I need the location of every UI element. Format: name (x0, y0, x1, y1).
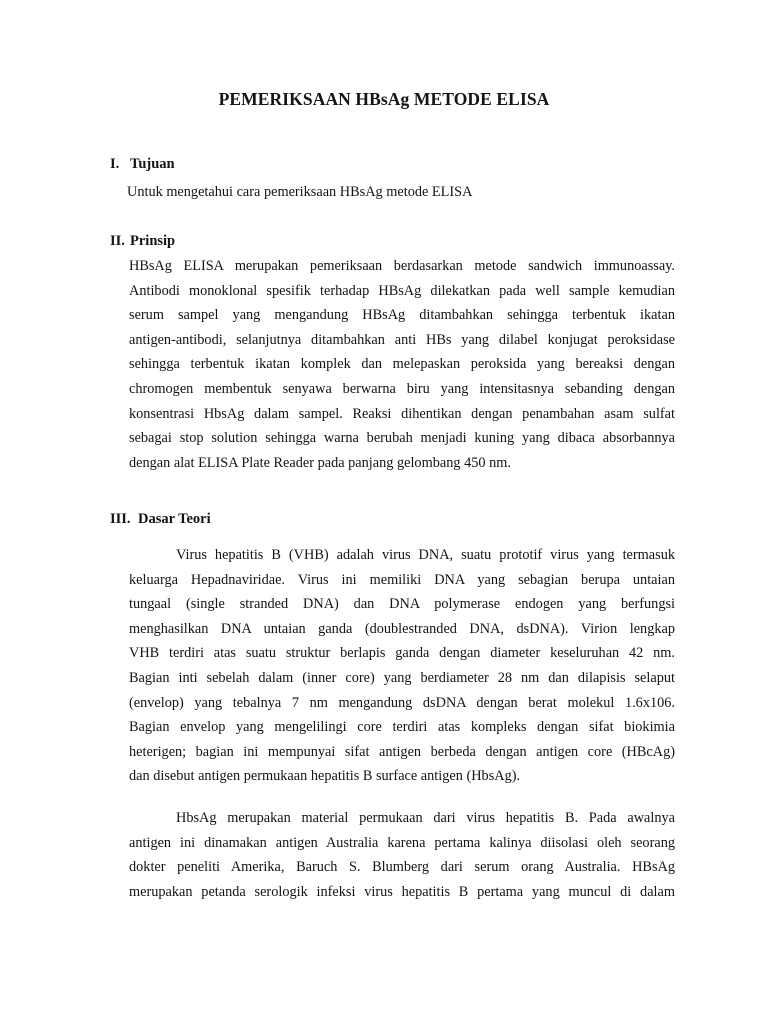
text-line: serum sampel yang mengandung HBsAg ditambahkan sehingga terbentuk ikatan (129, 307, 675, 324)
section-heading-dasar-teori (110, 511, 211, 528)
text-line: Virus hepatitis B (VHB) adalah virus DNA, suatu prototif virus yang termasuk (176, 547, 675, 563)
text-line: Antibodi monoklonal spesifik terhadap HBsAg dilekatkan pada well sample kemudian (129, 282, 675, 299)
dasar-teori-paragraph-1 (129, 543, 675, 789)
section-number: II. (110, 233, 125, 249)
section-title: Dasar Teori (138, 511, 211, 527)
section-title: Prinsip (130, 233, 176, 249)
dasar-teori-paragraph-2 (129, 806, 675, 904)
text-line: Bagian inti sebelah dalam (inner core) yang berdiameter 28 nm dan dilapisis selaput (129, 669, 675, 686)
text-line: dokter peneliti Amerika, Baruch S. Blumberg dari serum orang Australia. HBsAg (129, 859, 675, 876)
text-line: dengan alat ELISA Plate Reader pada panjang gelombang 450 nm. (129, 454, 511, 471)
section-title: Tujuan (130, 156, 175, 172)
text-line: (envelop) yang tebalnya 7 nm mengandung dsDNA dengan berat molekul 1.6x106. (129, 694, 675, 711)
text-line: chromogen membentuk senyawa berwarna biru yang intensitasnya sebanding dengan (129, 380, 675, 397)
text-line: menghasilkan DNA untaian ganda (doublestranded DNA, dsDNA). Virion lengkap (129, 620, 675, 637)
prinsip-paragraph (129, 254, 675, 475)
section-number: III. (110, 511, 131, 527)
text-line: heterigen; bagian ini mempunyai sifat antigen berbeda dengan antigen core (HBcAg) (129, 743, 675, 760)
text-line: tungaal (single stranded DNA) dan DNA polymerase endogen yang berfungsi (129, 596, 675, 613)
text-line: HBsAg ELISA merupakan pemeriksaan berdasarkan metode sandwich immunoassay. (129, 258, 675, 274)
text-line: antigen-antibodi, selanjutnya ditambahkan anti HBs yang dilabel konjugat peroksidase (129, 331, 675, 348)
text-line: dan disebut antigen permukaan hepatitis B surface antigen (HbsAg). (129, 768, 521, 785)
text-line: konsentrasi HbsAg dalam sampel. Reaksi dihentikan dengan penambahan asam sulfat (129, 405, 675, 422)
section-heading-tujuan (110, 156, 175, 173)
page-title: PEMERIKSAAN HBsAg METODE ELISA (218, 89, 550, 109)
tujuan-text: Untuk mengetahui cara pemeriksaan HBsAg metode ELISA (127, 184, 473, 200)
section-number: I. (110, 156, 120, 172)
text-line: Bagian envelop yang mengelilingi core terdiri atas kompleks dengan sifat biokimia (129, 719, 675, 736)
text-line: VHB terdiri atas suatu struktur berlapis ganda dengan diameter keseluruhan 42 nm. (129, 645, 675, 662)
text-line: merupakan petanda serologik infeksi virus hepatitis B pertama yang muncul di dalam (129, 883, 675, 900)
section-heading-prinsip (110, 233, 175, 250)
text-line: antigen ini dinamakan antigen Australia karena pertama kalinya diisolasi oleh seorang (129, 834, 675, 851)
text-line: keluarga Hepadnaviridae. Virus ini memiliki DNA yang sebagian berupa untaian (129, 571, 675, 588)
text-line: sebagai stop solution sehingga warna berubah menjadi kuning yang dibaca absorbannya (129, 430, 675, 447)
text-line: HbsAg merupakan material permukaan dari virus hepatitis B. Pada awalnya (176, 810, 675, 826)
text-line: sehingga terbentuk ikatan komplek dan melepaskan peroksida yang bereaksi dengan (129, 356, 675, 373)
